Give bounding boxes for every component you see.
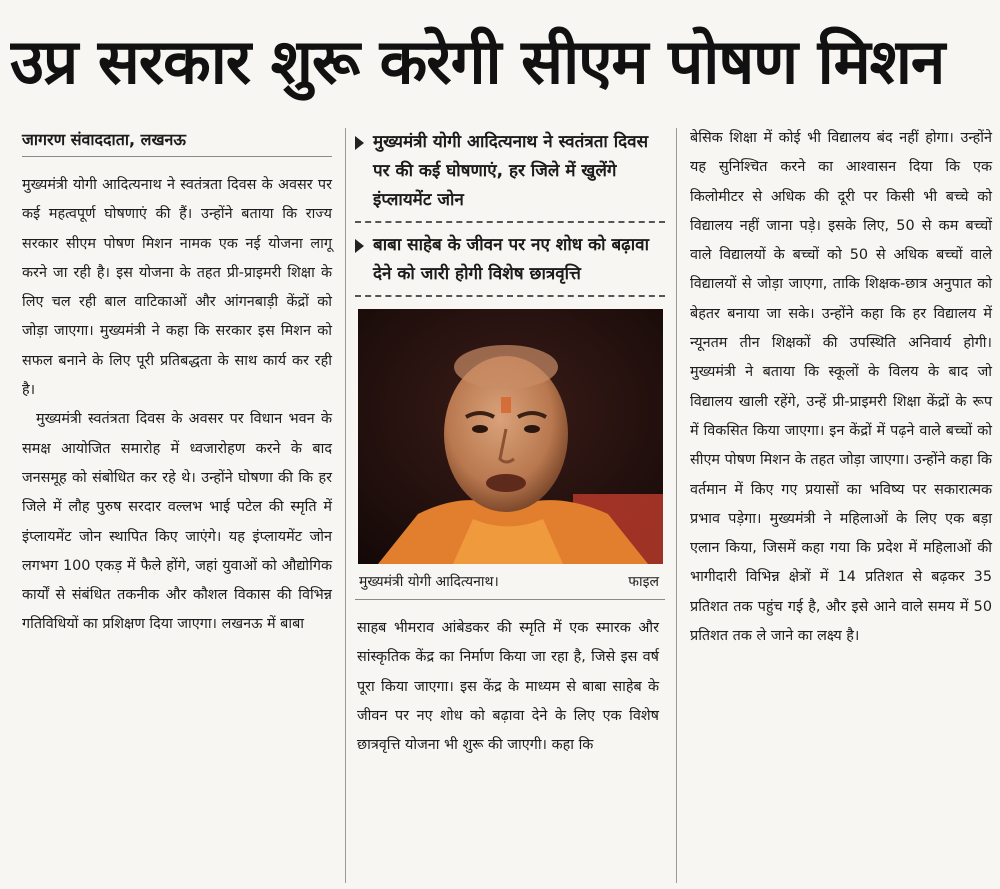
arrow-bullet-icon bbox=[355, 136, 364, 150]
highlights-box bbox=[355, 122, 665, 309]
arrow-bullet-icon bbox=[355, 239, 364, 253]
photo-credit: फाइल bbox=[628, 574, 659, 590]
caption-text: मुख्यमंत्री योगी आदित्यनाथ। bbox=[359, 574, 499, 590]
highlight-text: मुख्यमंत्री योगी आदित्यनाथ ने स्वतंत्रता दिवस पर की कई घोषणाएं, हर जिले में खुलेंगे इंप्लायमेंट जोन bbox=[373, 132, 649, 210]
headline: उप्र सरकार शुरू करेगी सीएम पोषण मिशन bbox=[10, 25, 945, 98]
column-divider bbox=[676, 128, 677, 883]
paragraph-4: बेसिक शिक्षा में कोई भी विद्यालय बंद नहीं होगा। उन्होंने यह सुनिश्चित करने का आश्वासन दिया कि एक किलोमीटर से अधिक की दूरी पर किसी भी बच्चे को विद्यालय नहीं जाना पड़े। इसके लिए, 50 से कम बच्चों वाले विद्यालयों के बच्चों को 50 से अधिक बच्चों वाले विद्यालयों से जोड़ा जाएगा, ताकि शिक्षक-छात्र अनुपात को बेहतर बनाया जा सके। उन्होंने कहा कि हर विद्यालय में न्यूनतम तीन शिक्षकों की उपस्थिति अनिवार्य होगी। मुख्यमंत्री ने बताया कि स्कूलों के विलय के बाद जो विद्यालय खाली रहेंगे, उन्हें प्री-प्राइमरी शिक्षा केंद्रों के रूप में विकसित किया जाएगा। इन केंद्रों में पढ़ने वाले बच्चों को सीएम पोषण मिशन के तहत जोड़ा जाएगा। उन्होंने कहा कि वर्तमान में किए गए प्रयासों का भविष्य पर सकारात्मक प्रभाव पड़ेगा। मुख्यमंत्री ने महिलाओं के लिए एक बड़ा एलान किया, जिसमें कहा गया कि प्रदेश में महिलाओं की भागीदारी विभिन्न क्षेत्रों में 14 प्रतिशत से बढ़कर 35 प्रतिशत तक पहुंच गई है, और इसे आने वाले समय में 50 प्रतिशत तक ले जाने का लक्ष्य है। bbox=[690, 130, 992, 645]
photo-caption bbox=[355, 564, 665, 600]
column-1 bbox=[22, 122, 332, 640]
byline: जागरण संवाददाता, लखनऊ bbox=[22, 122, 332, 157]
paragraph-2: मुख्यमंत्री स्वतंत्रता दिवस के अवसर पर विधान भवन के समक्ष आयोजित समारोह में ध्वजारोहण करने के बाद जनसमूह को संबोधित कर रहे थे। उन्होंने घोषणा की कि हर जिले में लौह पुरुष सरदार वल्लभ भाई पटेल की स्मृति में इंप्लायमेंट जोन स्थापित किए जाएंगे। यह इंप्लायमेंट जोन लगभग 100 एकड़ में फैले होंगे, जहां युवाओं को औद्योगिक कार्यों से संबंधित तकनीक और कौशल विकास की विभिन्न गतिविधियों का प्रशिक्षण दिया जाएगा। लखनऊ में बाबा bbox=[22, 411, 332, 633]
highlight-text: बाबा साहेब के जीवन पर नए शोध को बढ़ावा देने को जारी होगी विशेष छात्रवृत्ति bbox=[373, 235, 650, 284]
paragraph-1: मुख्यमंत्री योगी आदित्यनाथ ने स्वतंत्रता दिवस के अवसर पर कई महत्वपूर्ण घोषणाएं की हैं। उन्होंने बताया कि राज्य सरकार सीएम पोषण मिशन नामक एक नई योजना लागू करने जा रही है। इस योजना के तहत प्री-प्राइमरी शिक्षा के लिए चल रही बाल वाटिकाओं और आंगनबाड़ी केंद्रों को जोड़ा जाएगा। मुख्यमंत्री ने कहा कि सरकार इस मिशन को सफल बनाने के लिए पूरी प्रतिबद्धता के साथ कार्य कर रही है। bbox=[22, 177, 332, 399]
highlight-item bbox=[355, 128, 665, 223]
column-divider bbox=[345, 128, 346, 883]
portrait-photo bbox=[358, 309, 663, 564]
portrait-illustration bbox=[358, 309, 663, 564]
column-2 bbox=[355, 122, 665, 760]
column-3 bbox=[690, 124, 992, 651]
highlight-item bbox=[355, 231, 665, 297]
paragraph-3: साहब भीमराव आंबेडकर की स्मृति में एक स्मारक और सांस्कृतिक केंद्र का निर्माण किया जा रहा है, जिसे इस वर्ष पूरा किया जाएगा। इस केंद्र के माध्यम से बाबा साहेब के जीवन पर नए शोध को बढ़ावा देने के लिए एक विशेष छात्रवृत्ति योजना भी शुरू की जाएगी। कहा कि bbox=[357, 620, 659, 754]
